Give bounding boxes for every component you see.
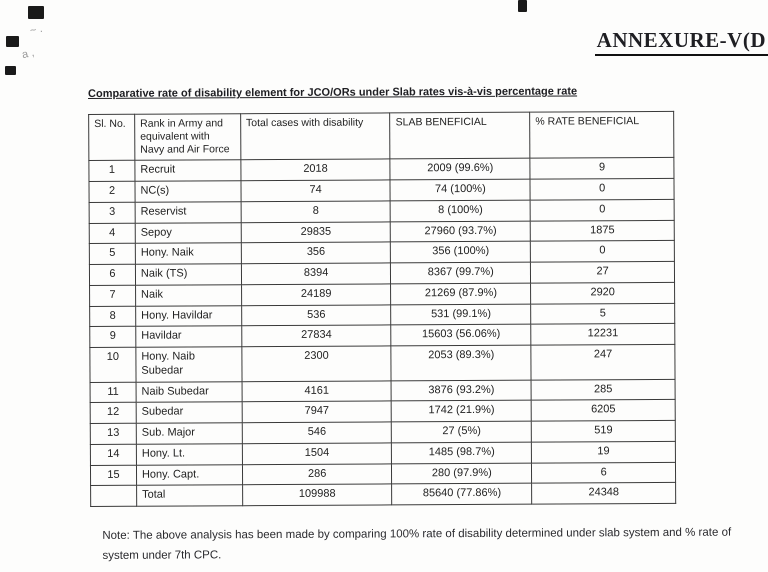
col-header-total-cases: Total cases with disability (240, 113, 390, 160)
table-row (91, 483, 676, 507)
pencil-scribble: a , (20, 46, 36, 62)
cell-slab-beneficial: 27 (5%) (392, 421, 532, 442)
cell-slab-beneficial: 1742 (21.9%) (392, 401, 532, 422)
cell-rate-beneficial: 19 (532, 441, 676, 463)
cell-rate-beneficial: 285 (531, 379, 675, 401)
col-header-slno: Sl. No. (89, 114, 135, 161)
cell-slab-beneficial: 85640 (77.86%) (392, 484, 532, 505)
cell-slno: 9 (90, 327, 136, 348)
document-heading: Comparative rate of disability element for JCO/ORs under Slab rates vis-à-vis percentage rate (88, 85, 578, 100)
cell-rank: Subedar (136, 402, 242, 423)
cell-slab-beneficial: 27960 (93.7%) (391, 221, 531, 242)
cell-rank: Havildar (136, 326, 242, 347)
cell-rank: Naib Subedar (136, 381, 242, 402)
scan-artifact (6, 36, 19, 47)
cell-total-cases: 27834 (242, 325, 392, 347)
cell-rate-beneficial: 1875 (530, 220, 674, 242)
cell-rate-beneficial: 2920 (531, 282, 675, 304)
cell-total-cases: 2018 (241, 159, 391, 181)
pencil-scribble: ~ . (28, 22, 44, 38)
cell-slab-beneficial: 2009 (99.6%) (390, 159, 530, 180)
cell-total-cases: 7947 (242, 401, 392, 423)
cell-rate-beneficial: 9 (530, 158, 674, 180)
cell-rank: Recruit (135, 160, 241, 181)
cell-slno: 10 (90, 347, 136, 382)
cell-total-cases: 2300 (242, 346, 392, 381)
cell-slab-beneficial: 531 (99.1%) (391, 304, 531, 325)
disability-comparison-table (88, 111, 676, 507)
cell-rank: Sub. Major (136, 423, 242, 444)
cell-slab-beneficial: 15603 (56.06%) (391, 325, 531, 346)
cell-rank: Hony. Havildar (136, 305, 242, 326)
cell-total-cases: 1504 (242, 443, 392, 465)
cell-slab-beneficial: 8 (100%) (391, 200, 531, 221)
cell-rate-beneficial: 519 (531, 421, 675, 443)
cell-total-cases: 24189 (241, 284, 391, 306)
col-header-rank: Rank in Army and equivalent with Navy and Air Force (135, 114, 241, 161)
cell-slab-beneficial: 3876 (93.2%) (391, 380, 531, 401)
cell-rate-beneficial: 5 (531, 303, 675, 325)
col-header-rate-beneficial: % RATE BENEFICIAL (530, 111, 674, 158)
cell-rank: Hony. Capt. (136, 464, 242, 485)
cell-total-cases: 536 (241, 305, 391, 327)
cell-total-cases: 356 (241, 242, 391, 264)
cell-rate-beneficial: 0 (530, 199, 674, 221)
cell-rank: Sepoy (135, 222, 241, 243)
cell-slab-beneficial: 74 (100%) (390, 179, 530, 200)
cell-rank: Hony. Naib Subedar (136, 347, 242, 382)
cell-total-cases: 74 (241, 180, 391, 202)
cell-rank: Naik (TS) (135, 264, 241, 285)
cell-slab-beneficial: 1485 (98.7%) (392, 442, 532, 463)
table-header-row (89, 111, 674, 160)
cell-slno: 2 (89, 181, 135, 202)
cell-total-cases: 29835 (241, 222, 391, 244)
cell-rank: Hony. Naik (135, 243, 241, 264)
cell-slno: 1 (89, 161, 135, 182)
cell-rate-beneficial: 247 (531, 345, 675, 380)
cell-slno: 13 (90, 423, 136, 444)
cell-slab-beneficial: 21269 (87.9%) (391, 283, 531, 304)
cell-slno: 8 (90, 306, 136, 327)
cell-rank: Total (137, 485, 243, 506)
table-row (90, 345, 675, 383)
cell-slab-beneficial: 2053 (89.3%) (391, 345, 531, 380)
cell-slno: 7 (90, 285, 136, 306)
cell-rate-beneficial: 12231 (531, 324, 675, 346)
document-content (88, 85, 732, 566)
cell-slab-beneficial: 280 (97.9%) (392, 463, 532, 484)
col-header-slab-beneficial: SLAB BENEFICIAL (390, 112, 530, 159)
cell-total-cases: 109988 (242, 484, 392, 506)
cell-rank: Reservist (135, 202, 241, 223)
note-text: Note: The above analysis has been made by comparing 100% rate of disability determined under slab system and % rate of system under 7th CPC. (102, 526, 732, 562)
cell-rate-beneficial: 27 (531, 262, 675, 284)
cell-total-cases: 8 (241, 201, 391, 223)
cell-rank: Naik (135, 285, 241, 306)
cell-slno: 3 (89, 202, 135, 223)
cell-slno (91, 486, 137, 507)
scan-artifact (5, 66, 16, 75)
cell-rate-beneficial: 24348 (532, 483, 676, 505)
cell-slno: 12 (90, 403, 136, 424)
cell-rate-beneficial: 6 (532, 462, 676, 484)
cell-rank: NC(s) (135, 181, 241, 202)
annexure-title: ANNEXURE-V(D (595, 28, 768, 56)
cell-total-cases: 286 (242, 464, 392, 486)
cell-total-cases: 8394 (241, 263, 391, 285)
cell-slno: 5 (89, 244, 135, 265)
cell-rank: Hony. Lt. (136, 444, 242, 465)
cell-rate-beneficial: 6205 (531, 400, 675, 422)
cell-rate-beneficial: 0 (530, 179, 674, 201)
cell-rate-beneficial: 0 (531, 241, 675, 263)
cell-total-cases: 4161 (242, 381, 392, 403)
cell-slab-beneficial: 356 (100%) (391, 242, 531, 263)
cell-slno: 4 (89, 223, 135, 244)
cell-slno: 6 (89, 264, 135, 285)
cell-slno: 15 (90, 465, 136, 486)
scan-artifact (28, 6, 44, 19)
table-body (89, 158, 676, 507)
cell-slno: 11 (90, 382, 136, 403)
cell-slno: 14 (90, 444, 136, 465)
scan-artifact (518, 0, 527, 12)
cell-slab-beneficial: 8367 (99.7%) (391, 262, 531, 283)
cell-total-cases: 546 (242, 422, 392, 444)
